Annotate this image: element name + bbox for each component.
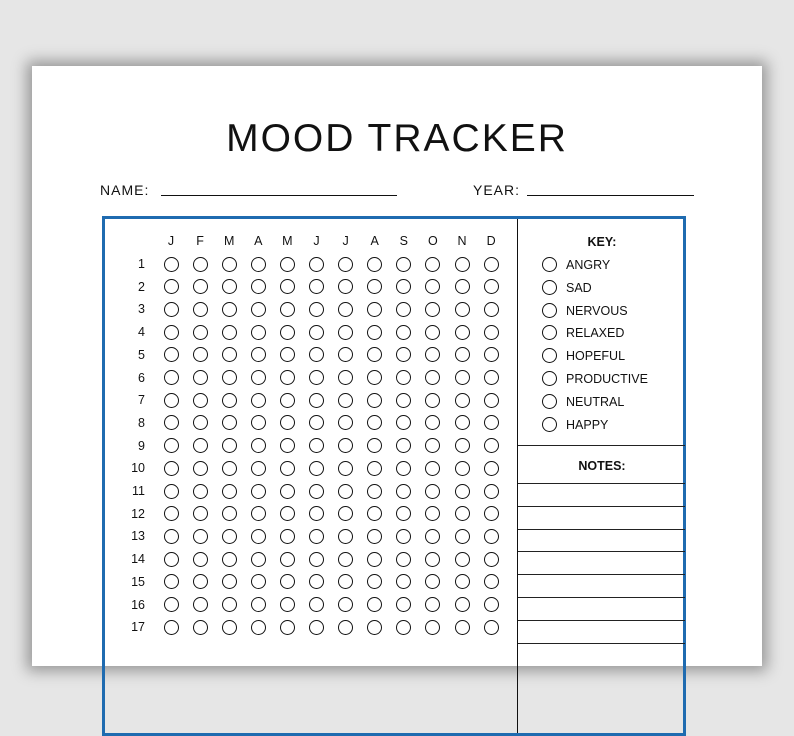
mood-bubble[interactable] [367,506,382,521]
day-label: 4 [138,325,145,340]
mood-bubble[interactable] [222,620,237,635]
mood-bubble[interactable] [455,552,470,567]
mood-bubble[interactable] [455,257,470,272]
day-label: 6 [138,370,145,385]
mood-bubble[interactable] [484,506,499,521]
mood-bubble[interactable] [455,461,470,476]
mood-bubble[interactable] [164,597,179,612]
mood-bubble[interactable] [251,415,266,430]
mood-bubble[interactable] [193,506,208,521]
mood-bubble[interactable] [222,506,237,521]
mood-bubble[interactable] [455,279,470,294]
mood-bubble[interactable] [396,370,411,385]
notes-title: NOTES: [578,459,626,473]
mood-bubble[interactable] [484,574,499,589]
mood-bubble[interactable] [222,484,237,499]
mood-bubble[interactable] [222,552,237,567]
month-header: M [223,234,235,248]
grid-key-divider [517,219,518,733]
mood-bubble[interactable] [484,393,499,408]
mood-bubble[interactable] [396,279,411,294]
mood-bubble[interactable] [280,393,295,408]
mood-bubble[interactable] [309,393,324,408]
key-bubble[interactable] [542,394,557,409]
mood-bubble[interactable] [309,506,324,521]
mood-bubble[interactable] [251,257,266,272]
mood-bubble[interactable] [222,393,237,408]
mood-bubble[interactable] [455,438,470,453]
day-label: 5 [138,347,145,362]
mood-bubble[interactable] [280,461,295,476]
notes-line [518,506,685,507]
mood-bubble[interactable] [280,620,295,635]
notes-line [518,529,685,530]
mood-bubble[interactable] [367,393,382,408]
mood-bubble[interactable] [484,438,499,453]
day-label: 11 [132,484,145,498]
mood-bubble[interactable] [338,506,353,521]
mood-bubble[interactable] [251,461,266,476]
mood-bubble[interactable] [280,574,295,589]
mood-bubble[interactable] [193,279,208,294]
mood-bubble[interactable] [338,438,353,453]
mood-bubble[interactable] [193,347,208,362]
mood-bubble[interactable] [425,415,440,430]
mood-bubble[interactable] [338,484,353,499]
mood-bubble[interactable] [164,325,179,340]
mood-bubble[interactable] [251,620,266,635]
mood-bubble[interactable] [425,393,440,408]
mood-bubble[interactable] [164,461,179,476]
mood-bubble[interactable] [455,325,470,340]
mood-bubble[interactable] [396,597,411,612]
key-bubble[interactable] [542,371,557,386]
mood-bubble[interactable] [425,574,440,589]
month-header: J [313,234,320,248]
mood-bubble[interactable] [425,302,440,317]
key-title: KEY: [587,235,617,249]
mood-bubble[interactable] [193,552,208,567]
name-field-line [161,195,397,196]
name-label: NAME: [100,182,150,198]
mood-bubble[interactable] [193,529,208,544]
mood-bubble[interactable] [280,279,295,294]
mood-bubble[interactable] [367,574,382,589]
key-bubble[interactable] [542,280,557,295]
key-notes-separator [518,445,685,446]
mood-bubble[interactable] [164,552,179,567]
key-label: HOPEFUL [566,349,626,364]
mood-bubble[interactable] [367,461,382,476]
mood-bubble[interactable] [309,370,324,385]
mood-bubble[interactable] [367,529,382,544]
mood-bubble[interactable] [222,257,237,272]
notes-line [518,574,685,575]
mood-bubble[interactable] [251,347,266,362]
mood-bubble[interactable] [367,279,382,294]
mood-bubble[interactable] [484,597,499,612]
key-bubble[interactable] [542,257,557,272]
mood-bubble[interactable] [367,552,382,567]
mood-bubble[interactable] [425,506,440,521]
mood-bubble[interactable] [455,393,470,408]
mood-bubble[interactable] [251,279,266,294]
mood-bubble[interactable] [309,257,324,272]
mood-bubble[interactable] [455,597,470,612]
mood-bubble[interactable] [338,325,353,340]
key-bubble[interactable] [542,303,557,318]
mood-bubble[interactable] [425,438,440,453]
tracker-page [32,66,762,666]
mood-bubble[interactable] [222,529,237,544]
month-header: J [342,234,349,248]
mood-bubble[interactable] [484,529,499,544]
key-label: ANGRY [566,258,611,272]
mood-bubble[interactable] [309,461,324,476]
key-bubble[interactable] [542,348,557,363]
day-label: 1 [138,257,145,271]
notes-line [518,643,685,644]
key-label: SAD [566,280,592,295]
mood-bubble[interactable] [396,552,411,567]
mood-bubble[interactable] [425,370,440,385]
mood-bubble[interactable] [164,370,179,385]
mood-bubble[interactable] [193,393,208,408]
mood-bubble[interactable] [396,302,411,317]
mood-bubble[interactable] [338,370,353,385]
mood-bubble[interactable] [164,438,179,453]
month-header: J [167,234,175,248]
mood-bubble[interactable] [367,370,382,385]
mood-bubble[interactable] [338,461,353,476]
mood-bubble[interactable] [309,302,324,317]
mood-bubble[interactable] [309,415,324,430]
mood-bubble[interactable] [455,347,470,362]
mood-bubble[interactable] [251,438,266,453]
day-label: 8 [138,415,145,430]
mood-bubble[interactable] [251,393,266,408]
mood-bubble[interactable] [367,347,382,362]
mood-bubble[interactable] [193,461,208,476]
mood-bubble[interactable] [222,415,237,430]
mood-bubble[interactable] [484,347,499,362]
mood-bubble[interactable] [367,302,382,317]
day-label: 2 [138,279,145,294]
mood-bubble[interactable] [484,552,499,567]
mood-bubble[interactable] [164,506,179,521]
mood-bubble[interactable] [396,461,411,476]
mood-bubble[interactable] [193,597,208,612]
notes-line [518,597,685,598]
mood-bubble[interactable] [222,370,237,385]
mood-bubble[interactable] [280,597,295,612]
mood-bubble[interactable] [338,347,353,362]
month-header: M [282,234,293,248]
mood-bubble[interactable] [193,370,208,385]
mood-bubble[interactable] [164,393,179,408]
mood-bubble[interactable] [425,325,440,340]
mood-bubble[interactable] [222,279,237,294]
month-header: N [457,234,467,248]
mood-bubble[interactable] [338,574,353,589]
day-label: 15 [131,574,145,589]
mood-bubble[interactable] [309,620,324,635]
day-label: 17 [131,620,145,635]
mood-bubble[interactable] [309,574,324,589]
mood-bubble[interactable] [338,279,353,294]
mood-bubble[interactable] [425,279,440,294]
mood-bubble[interactable] [367,325,382,340]
mood-bubble[interactable] [193,325,208,340]
day-label: 12 [131,506,145,521]
day-label: 7 [138,393,145,408]
mood-bubble[interactable] [425,552,440,567]
mood-bubble[interactable] [455,370,470,385]
mood-bubble[interactable] [455,506,470,521]
mood-bubble[interactable] [164,347,179,362]
mood-bubble[interactable] [484,484,499,499]
day-label: 9 [138,438,145,453]
mood-bubble[interactable] [309,325,324,340]
mood-bubble[interactable] [367,415,382,430]
day-label: 13 [131,529,145,544]
mood-bubble[interactable] [309,552,324,567]
mood-bubble[interactable] [484,279,499,294]
mood-bubble[interactable] [367,484,382,499]
mood-bubble[interactable] [164,279,179,294]
key-label: NEUTRAL [566,394,625,409]
mood-bubble[interactable] [222,325,237,340]
mood-bubble[interactable] [455,574,470,589]
notes-line [518,620,685,621]
mood-bubble[interactable] [164,415,179,430]
day-label: 14 [131,552,145,567]
month-header: S [399,234,408,248]
mood-bubble[interactable] [309,597,324,612]
day-label: 10 [131,461,145,476]
month-header: A [254,234,263,248]
mood-bubble[interactable] [251,325,266,340]
mood-bubble[interactable] [455,302,470,317]
mood-bubble[interactable] [251,529,266,544]
mood-bubble[interactable] [484,370,499,385]
mood-bubble[interactable] [396,574,411,589]
month-header: F [196,234,204,248]
mood-bubble[interactable] [455,529,470,544]
mood-bubble[interactable] [193,302,208,317]
page-title: MOOD TRACKER [226,117,568,160]
mood-bubble[interactable] [280,325,295,340]
key-bubble[interactable] [542,325,557,340]
mood-bubble[interactable] [338,620,353,635]
month-header: A [370,234,379,248]
mood-bubble[interactable] [396,325,411,340]
mood-bubble[interactable] [222,302,237,317]
mood-bubble[interactable] [251,370,266,385]
mood-bubble[interactable] [251,552,266,567]
mood-bubble[interactable] [280,302,295,317]
mood-bubble[interactable] [309,529,324,544]
mood-bubble[interactable] [338,302,353,317]
mood-bubble[interactable] [164,302,179,317]
tracker-frame [102,216,686,736]
mood-bubble[interactable] [193,484,208,499]
mood-bubble[interactable] [484,257,499,272]
mood-bubble[interactable] [193,415,208,430]
mood-bubble[interactable] [396,393,411,408]
mood-bubble[interactable] [338,415,353,430]
mood-bubble[interactable] [280,347,295,362]
mood-bubble[interactable] [280,370,295,385]
mood-bubble[interactable] [164,574,179,589]
month-header: D [486,234,496,248]
mood-bubble[interactable] [367,438,382,453]
mood-bubble[interactable] [425,347,440,362]
mood-bubble[interactable] [338,393,353,408]
mood-bubble[interactable] [455,415,470,430]
mood-bubble[interactable] [396,506,411,521]
notes-line [518,483,685,484]
mood-bubble[interactable] [455,484,470,499]
mood-bubble[interactable] [164,484,179,499]
mood-bubble[interactable] [309,347,324,362]
mood-bubble[interactable] [164,257,179,272]
day-label: 16 [131,597,145,612]
mood-bubble[interactable] [309,484,324,499]
key-label: PRODUCTIVE [566,372,648,386]
mood-bubble[interactable] [396,529,411,544]
mood-bubble[interactable] [425,461,440,476]
year-label: YEAR: [473,182,521,198]
mood-bubble[interactable] [338,597,353,612]
mood-bubble[interactable] [280,415,295,430]
mood-bubble[interactable] [425,597,440,612]
notes-line [518,551,685,552]
year-field-line [527,195,694,196]
mood-bubble[interactable] [251,484,266,499]
mood-bubble[interactable] [367,597,382,612]
mood-bubble[interactable] [396,347,411,362]
mood-bubble[interactable] [193,257,208,272]
mood-bubble[interactable] [396,438,411,453]
mood-bubble[interactable] [164,529,179,544]
mood-bubble[interactable] [222,597,237,612]
mood-bubble[interactable] [484,415,499,430]
mood-bubble[interactable] [455,620,470,635]
mood-bubble[interactable] [280,484,295,499]
key-label: RELAXED [566,326,625,341]
mood-bubble[interactable] [425,484,440,499]
mood-bubble[interactable] [251,574,266,589]
mood-bubble[interactable] [251,302,266,317]
mood-bubble[interactable] [338,529,353,544]
mood-bubble[interactable] [338,552,353,567]
mood-bubble[interactable] [222,347,237,362]
day-label: 3 [138,302,145,317]
mood-bubble[interactable] [425,620,440,635]
mood-bubble[interactable] [396,484,411,499]
mood-bubble[interactable] [193,620,208,635]
mood-bubble[interactable] [484,461,499,476]
mood-bubble[interactable] [484,302,499,317]
mood-bubble[interactable] [280,506,295,521]
mood-bubble[interactable] [164,620,179,635]
mood-bubble[interactable] [338,257,353,272]
key-label: HAPPY [566,417,609,432]
mood-bubble[interactable] [396,620,411,635]
key-label: NERVOUS [566,303,628,318]
mood-bubble[interactable] [222,461,237,476]
key-bubble[interactable] [542,417,557,432]
mood-bubble[interactable] [309,279,324,294]
mood-bubble[interactable] [425,257,440,272]
mood-bubble[interactable] [251,506,266,521]
mood-bubble[interactable] [222,574,237,589]
mood-bubble[interactable] [367,257,382,272]
mood-bubble[interactable] [280,552,295,567]
month-header: O [428,234,438,248]
mood-bubble[interactable] [367,620,382,635]
mood-bubble[interactable] [251,597,266,612]
mood-bubble[interactable] [425,529,440,544]
mood-bubble[interactable] [484,325,499,340]
mood-bubble[interactable] [280,438,295,453]
mood-bubble[interactable] [309,438,324,453]
mood-bubble[interactable] [484,620,499,635]
mood-bubble[interactable] [396,257,411,272]
mood-bubble[interactable] [193,574,208,589]
mood-bubble[interactable] [280,257,295,272]
mood-bubble[interactable] [396,415,411,430]
mood-bubble[interactable] [193,438,208,453]
mood-bubble[interactable] [222,438,237,453]
mood-bubble[interactable] [280,529,295,544]
